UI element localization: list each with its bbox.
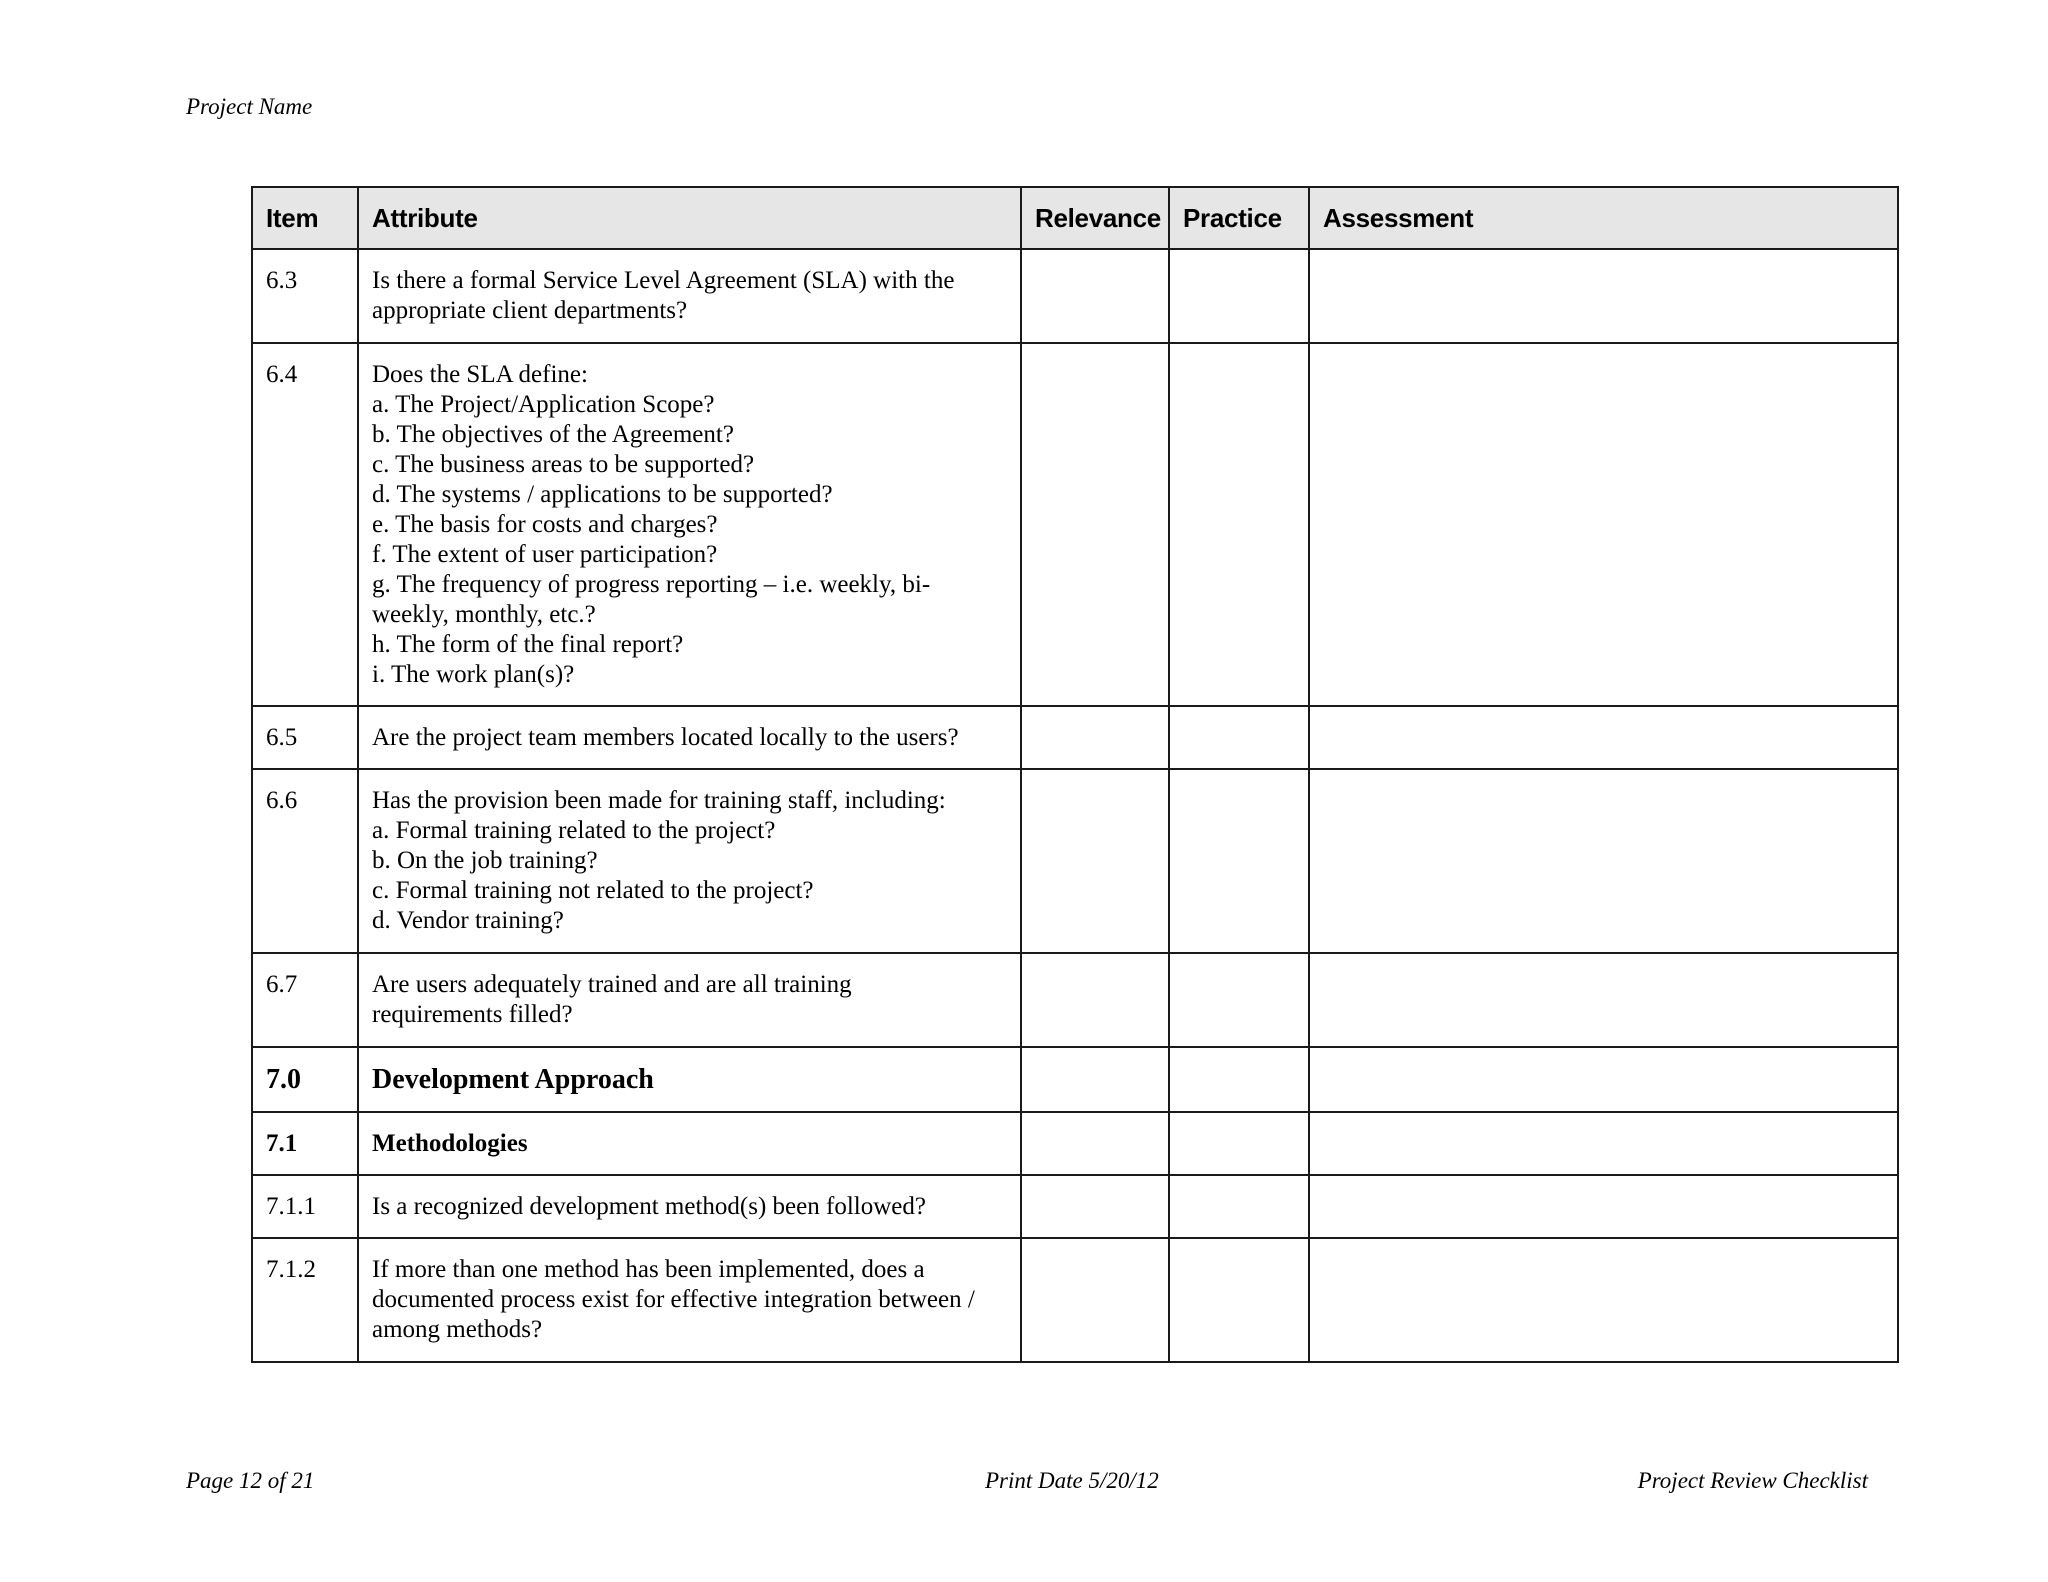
item-number: 6.6 <box>252 769 358 953</box>
practice-cell[interactable] <box>1169 249 1309 343</box>
footer-document-title: Project Review Checklist <box>1637 1468 1868 1493</box>
section-title: Development Approach <box>358 1047 1021 1112</box>
practice-cell[interactable] <box>1169 343 1309 706</box>
footer-print-date: Print Date 5/20/12 <box>985 1468 1159 1493</box>
review-checklist-table <box>251 186 1899 1363</box>
subsection-number: 7.1 <box>252 1112 358 1175</box>
footer-page-number: Page 12 of 21 <box>186 1468 315 1493</box>
item-number: 6.5 <box>252 706 358 769</box>
item-number: 6.3 <box>252 249 358 343</box>
assessment-cell[interactable] <box>1309 1175 1898 1238</box>
assessment-cell[interactable] <box>1309 706 1898 769</box>
practice-cell[interactable] <box>1169 769 1309 953</box>
relevance-cell[interactable] <box>1021 249 1169 343</box>
practice-cell[interactable] <box>1169 953 1309 1047</box>
relevance-cell[interactable] <box>1021 769 1169 953</box>
assessment-cell[interactable] <box>1309 953 1898 1047</box>
item-number: 6.4 <box>252 343 358 706</box>
attribute-text: Is a recognized development method(s) been followed? <box>358 1175 1021 1238</box>
practice-cell[interactable] <box>1169 1047 1309 1112</box>
assessment-cell[interactable] <box>1309 1047 1898 1112</box>
table-row <box>252 706 1898 769</box>
table-row <box>252 953 1898 1047</box>
relevance-cell[interactable] <box>1021 1238 1169 1362</box>
table-row <box>252 769 1898 953</box>
attribute-text: Has the provision been made for training staff, including: a. Formal training related to the project? b. On the job training? c. Formal training not related to the project? d. Vendor training? <box>358 769 1021 953</box>
practice-cell[interactable] <box>1169 706 1309 769</box>
relevance-cell[interactable] <box>1021 343 1169 706</box>
page-header-project-name: Project Name <box>186 94 313 119</box>
table-row <box>252 343 1898 706</box>
practice-cell[interactable] <box>1169 1175 1309 1238</box>
item-number: 7.1.2 <box>252 1238 358 1362</box>
relevance-cell[interactable] <box>1021 1112 1169 1175</box>
assessment-cell[interactable] <box>1309 1238 1898 1362</box>
attribute-text: Does the SLA define: a. The Project/Application Scope? b. The objectives of the Agreement? c. The business areas to be supported? d. The systems / applications to be supported? e. The basis for costs and charges? f. The extent of user participation? g. The frequency of progress reporting – i.e. weekly, bi- weekly, monthly, etc.? h. The form of the final report? i. The work plan(s)? <box>358 343 1021 706</box>
relevance-cell[interactable] <box>1021 1047 1169 1112</box>
table-header-row <box>252 187 1898 249</box>
assessment-cell[interactable] <box>1309 769 1898 953</box>
column-header-relevance: Relevance <box>1021 187 1169 249</box>
relevance-cell[interactable] <box>1021 953 1169 1047</box>
column-header-item: Item <box>252 187 358 249</box>
table-row <box>252 249 1898 343</box>
relevance-cell[interactable] <box>1021 1175 1169 1238</box>
column-header-practice: Practice <box>1169 187 1309 249</box>
attribute-text: Are the project team members located locally to the users? <box>358 706 1021 769</box>
practice-cell[interactable] <box>1169 1238 1309 1362</box>
assessment-cell[interactable] <box>1309 343 1898 706</box>
item-number: 6.7 <box>252 953 358 1047</box>
column-header-assessment: Assessment <box>1309 187 1898 249</box>
section-heading-row <box>252 1047 1898 1112</box>
table-row <box>252 1175 1898 1238</box>
assessment-cell[interactable] <box>1309 249 1898 343</box>
subsection-heading-row <box>252 1112 1898 1175</box>
column-header-attribute: Attribute <box>358 187 1021 249</box>
attribute-text: Is there a formal Service Level Agreement (SLA) with the appropriate client departments? <box>358 249 1021 343</box>
subsection-title: Methodologies <box>358 1112 1021 1175</box>
relevance-cell[interactable] <box>1021 706 1169 769</box>
section-number: 7.0 <box>252 1047 358 1112</box>
practice-cell[interactable] <box>1169 1112 1309 1175</box>
item-number: 7.1.1 <box>252 1175 358 1238</box>
attribute-text: If more than one method has been implemented, does a documented process exist for effective integration between / among methods? <box>358 1238 1021 1362</box>
assessment-cell[interactable] <box>1309 1112 1898 1175</box>
table-row <box>252 1238 1898 1362</box>
attribute-text: Are users adequately trained and are all training requirements filled? <box>358 953 1021 1047</box>
